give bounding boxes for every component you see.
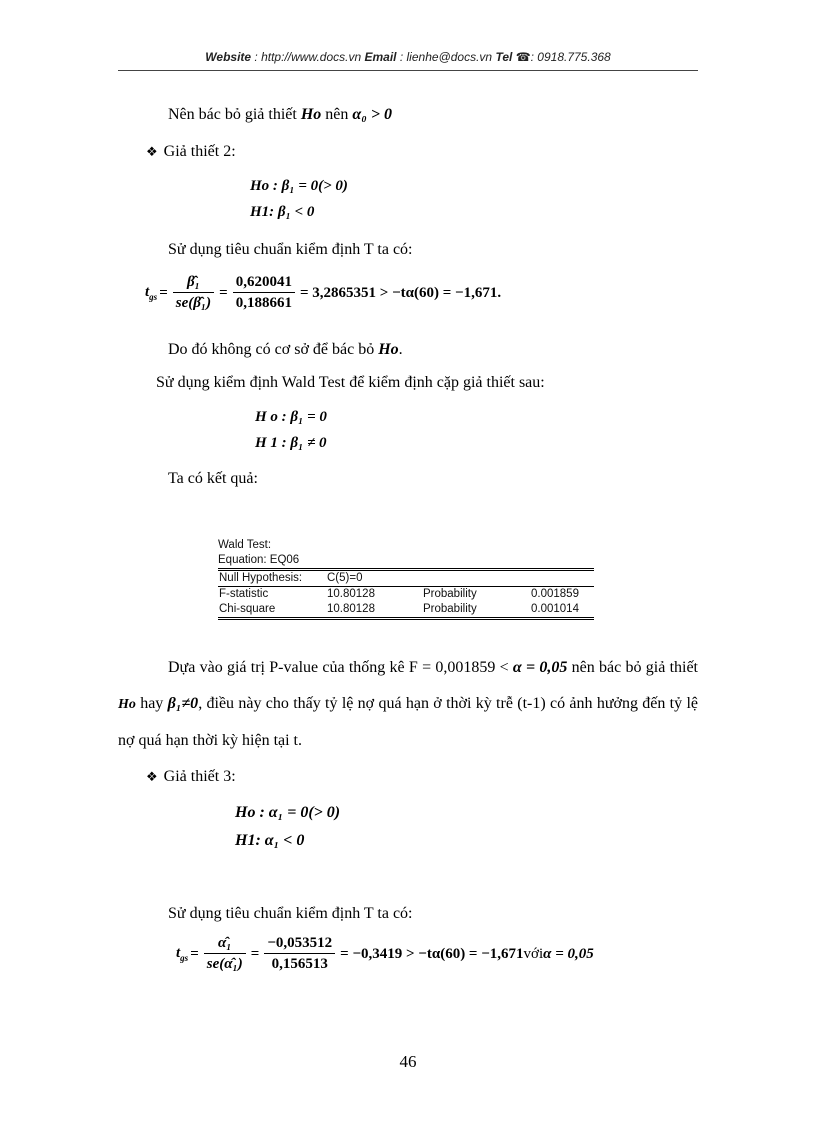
tgs-symbol: t (145, 284, 150, 300)
hyp2-conclusion (168, 341, 403, 359)
para-text-4: , điều này cho thấy tỷ lệ nợ quá hạn ở thời kỳ trễ (t-1) có ảnh hưởng đến tỷ lệ nợ quá hạn thời kỳ hiện tại t. (118, 695, 698, 749)
phone-icon: ☎ (515, 50, 531, 64)
hypothesis-2-label: Giả thiết 2: (163, 143, 236, 160)
t-result: = 3,2865351 > −tα(60) = −1,671. (299, 284, 502, 301)
tel-value: : 0918.775.368 (530, 50, 611, 64)
hypothesis-3-label: Giả thiết 3: (163, 768, 236, 785)
tgs-subscript: gs (149, 292, 158, 302)
t-result: = −0,3419 > −tα(60) = −1,671 (340, 945, 524, 962)
page-number: 46 (399, 1052, 417, 1071)
conclusion-period: . (398, 341, 403, 358)
tgs-symbol: t (176, 945, 181, 961)
diamond-bullet-icon: ❖ (146, 770, 158, 785)
website-label: Website (205, 50, 252, 64)
header-divider (118, 70, 698, 71)
value-fraction (233, 274, 295, 312)
diamond-bullet-icon: ❖ (146, 145, 158, 160)
prob-value: 0.001859 (531, 588, 579, 600)
with-word: với (523, 945, 544, 962)
hypothesis-2-title (146, 143, 236, 161)
email-value[interactable]: lienhe@docs.vn (406, 50, 493, 64)
hyp2-intro: Sử dụng tiêu chuẩn kiểm định T ta có: (168, 241, 413, 258)
table-row (218, 587, 594, 603)
wald-h1: H 1 : β₁ ≠ 0 (255, 435, 327, 451)
alpha-condition: α₀ > 0 (352, 106, 392, 123)
alpha-hat-numerator: α̂₁ (204, 935, 246, 954)
para-text-3: hay (135, 695, 168, 712)
wald-intro: Sử dụng kiểm định Wald Test để kiểm định cặp giả thiết sau: (156, 374, 545, 391)
se-value: 0,188661 (235, 295, 292, 311)
website-sep: : (251, 50, 262, 64)
tgs-subscript: gs (180, 953, 189, 963)
stat-name: Chi-square (219, 603, 276, 615)
value-fraction (264, 935, 335, 973)
coef-value: −0,053512 (264, 935, 335, 954)
website-url[interactable]: http://www.docs.vn (261, 50, 362, 64)
wald-test-output (218, 538, 594, 620)
interpretation-paragraph (118, 650, 698, 759)
stat-value: 10.80128 (327, 588, 375, 600)
para-beta: β₁≠0 (167, 695, 199, 712)
prob-value: 0.001014 (531, 603, 579, 615)
beta-hat-denominator: se(β̂₁) (175, 295, 212, 311)
alpha-value: α = 0,05 (512, 659, 568, 676)
beta-fraction (173, 274, 214, 312)
stat-value: 10.80128 (327, 603, 375, 615)
wald-title: Wald Test: (218, 539, 272, 551)
page-header (0, 50, 816, 64)
para-text-1: Dựa vào giá trị P-value của thống kê F = 0,001859 < (168, 659, 513, 676)
hyp3-t-equation: $t_{gs}$ = $\frac{\text{α̂₁}}{\text{se(α̂₁)}}$ = $\frac{-0,053512}{0,156513}$ = −0,3419 > −tα(60) = −1,671 với α = 0,05 (176, 935, 594, 972)
table-row (218, 602, 594, 619)
alpha-hat-denominator: se(α̂₁) (206, 956, 243, 972)
hyp2-h0: Ho : β₁ = 0(> 0) (250, 178, 348, 194)
beta-hat-numerator: β̂₁ (173, 274, 214, 293)
hyp2-h1: H1: β₁ < 0 (250, 204, 315, 220)
conclusion-text: Do đó không có cơ sở để bác bỏ (168, 341, 379, 358)
hyp3-intro: Sử dụng tiêu chuẩn kiểm định T ta có: (168, 905, 413, 922)
wald-equation: Equation: EQ06 (218, 554, 300, 566)
alpha-fraction (204, 935, 246, 973)
null-hypothesis-row (218, 570, 594, 587)
para-ho: Ho (118, 697, 136, 712)
alpha-value: α = 0,05 (543, 945, 594, 962)
hypothesis-3-title (146, 768, 236, 786)
email-label: Email (364, 50, 397, 64)
email-sep: : (396, 50, 407, 64)
tel-label: Tel (495, 50, 513, 64)
conclusion-ho: Ho (378, 341, 399, 358)
prob-label: Probability (423, 603, 477, 615)
coef-value: 0,620041 (233, 274, 295, 293)
prob-label: Probability (423, 588, 477, 600)
hyp3-h0: Ho : α₁ = 0(> 0) (235, 804, 341, 821)
wald-h0: H o : β₁ = 0 (255, 409, 327, 425)
para-text-2: nên bác bỏ giả thiết (567, 659, 699, 676)
result-label: Ta có kết quả: (168, 470, 258, 487)
null-value: C(5)=0 (326, 570, 422, 587)
hyp3-h1: H1: α₁ < 0 (235, 832, 305, 849)
hyp2-t-equation: $t_{gs}$ = $\frac{\text{β̂₁}}{\text{se(β̂₁)}}$ = $\frac{0,620041}{0,188661}$ = 3,2865351 > −tα(60) = −1,671. (145, 274, 502, 311)
rejection-mid: nên (321, 106, 353, 123)
rejection-text: Nên bác bỏ giả thiết (168, 106, 301, 123)
stat-name: F-statistic (219, 588, 269, 600)
se-value: 0,156513 (271, 956, 328, 972)
rejection-line (168, 106, 392, 124)
null-label: Null Hypothesis: (218, 570, 326, 587)
wald-table (218, 568, 594, 620)
ho-symbol: Ho (300, 106, 322, 123)
